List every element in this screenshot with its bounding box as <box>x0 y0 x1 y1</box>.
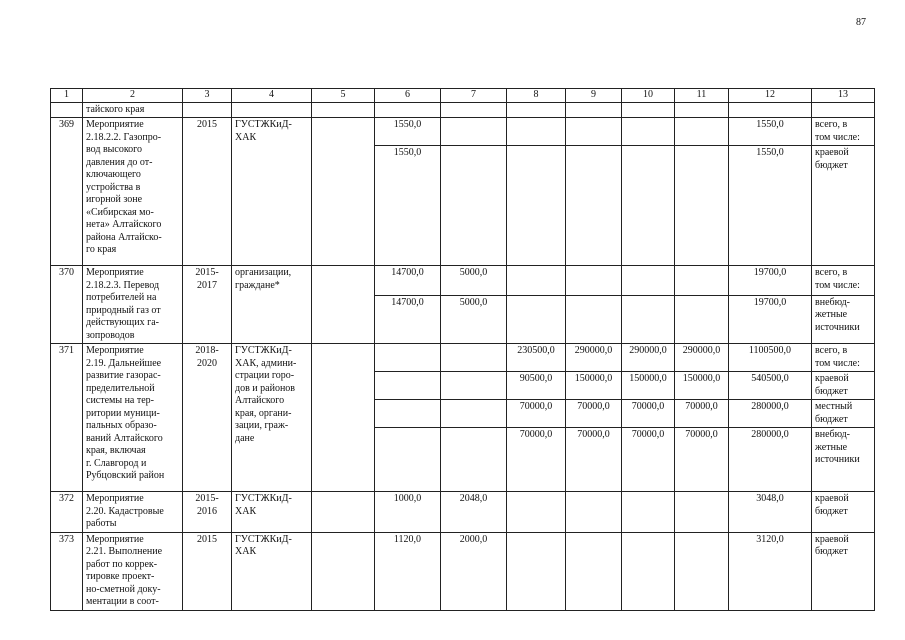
header-col-2: 2 <box>83 89 183 103</box>
value-c11 <box>675 118 729 146</box>
value-c9 <box>566 266 622 296</box>
funding-source: краевой бюджет <box>812 532 875 610</box>
header-col-9: 9 <box>566 89 622 103</box>
value-c12: 1100500,0 <box>729 344 812 372</box>
value-c7: 5000,0 <box>441 295 507 344</box>
value-c7: 5000,0 <box>441 266 507 296</box>
activity-name: Мероприятие 2.18.2.3. Перевод потребителей на природный газ от действующих га- зопроводов <box>83 266 183 344</box>
value-c11: 290000,0 <box>675 344 729 372</box>
row-number: 370 <box>51 266 83 344</box>
value-c6: 1120,0 <box>375 532 441 610</box>
value-c12: 280000,0 <box>729 400 812 428</box>
col-5-empty <box>312 118 375 266</box>
value-c8: 70000,0 <box>507 428 566 492</box>
value-c12: 3120,0 <box>729 532 812 610</box>
value-c7 <box>441 428 507 492</box>
funding-source: краевой бюджет <box>812 146 875 266</box>
value-c8 <box>507 146 566 266</box>
value-c9: 290000,0 <box>566 344 622 372</box>
funding-source: всего, в том числе: <box>812 344 875 372</box>
value-c11 <box>675 146 729 266</box>
value-c6: 14700,0 <box>375 266 441 296</box>
value-c9 <box>566 295 622 344</box>
funding-source: внебюд- жетные источники <box>812 295 875 344</box>
activity-name: Мероприятие 2.21. Выполнение работ по коррек- тировке проект- но-сметной доку- ментации в соот- <box>83 532 183 610</box>
value-c12: 1550,0 <box>729 118 812 146</box>
value-c6 <box>375 372 441 400</box>
col-5-empty <box>312 266 375 344</box>
col-5-empty <box>312 492 375 533</box>
value-c10 <box>622 146 675 266</box>
table-row <box>51 118 875 146</box>
activity-name: Мероприятие 2.19. Дальнейшее развитие газорас- пределительной системы на тер- ритории муници- пальных образо- ваний Алтайского края, включая г. Славгород и Рубцовский район <box>83 344 183 492</box>
value-c12: 19700,0 <box>729 295 812 344</box>
value-c8: 230500,0 <box>507 344 566 372</box>
header-col-3: 3 <box>183 89 232 103</box>
funding-source: краевой бюджет <box>812 372 875 400</box>
row-number: 372 <box>51 492 83 533</box>
value-c7 <box>441 118 507 146</box>
value-c12: 280000,0 <box>729 428 812 492</box>
value-c10 <box>622 266 675 296</box>
value-c11 <box>675 295 729 344</box>
years: 2015 <box>183 532 232 610</box>
executor: организации, граждане* <box>232 266 312 344</box>
header-col-4: 4 <box>232 89 312 103</box>
value-c10 <box>622 295 675 344</box>
activity-name: Мероприятие 2.18.2.2. Газопро- вод высокого давления до от- ключающего устройства в игорной зоне «Сибирская мо- нета» Алтайского района Алтайско- го края <box>83 118 183 266</box>
header-col-10: 10 <box>622 89 675 103</box>
funding-source: местный бюджет <box>812 400 875 428</box>
value-c6 <box>375 428 441 492</box>
value-c7 <box>441 400 507 428</box>
value-c8 <box>507 492 566 533</box>
table-row <box>51 344 875 372</box>
years: 2015- 2016 <box>183 492 232 533</box>
value-c9 <box>566 532 622 610</box>
value-c9: 70000,0 <box>566 400 622 428</box>
value-c9: 150000,0 <box>566 372 622 400</box>
header-col-7: 7 <box>441 89 507 103</box>
header-col-5: 5 <box>312 89 375 103</box>
value-c7 <box>441 344 507 372</box>
executor: ГУСТЖКиД- ХАК <box>232 532 312 610</box>
value-c8 <box>507 118 566 146</box>
value-c11 <box>675 266 729 296</box>
value-c6: 14700,0 <box>375 295 441 344</box>
executor: ГУСТЖКиД- ХАК <box>232 492 312 533</box>
funding-source: всего, в том числе: <box>812 118 875 146</box>
value-c6: 1550,0 <box>375 118 441 146</box>
table-row <box>51 532 875 610</box>
years: 2015 <box>183 118 232 266</box>
header-col-12: 12 <box>729 89 812 103</box>
executor: ГУСТЖКиД- ХАК <box>232 118 312 266</box>
value-c11 <box>675 532 729 610</box>
value-c9 <box>566 492 622 533</box>
funding-source: всего, в том числе: <box>812 266 875 296</box>
header-col-13: 13 <box>812 89 875 103</box>
header-col-6: 6 <box>375 89 441 103</box>
value-c8 <box>507 266 566 296</box>
value-c10 <box>622 492 675 533</box>
value-c6 <box>375 344 441 372</box>
value-c10: 70000,0 <box>622 428 675 492</box>
years: 2018- 2020 <box>183 344 232 492</box>
value-c12: 540500,0 <box>729 372 812 400</box>
row-number: 369 <box>51 118 83 266</box>
funding-source: краевой бюджет <box>812 492 875 533</box>
years: 2015- 2017 <box>183 266 232 344</box>
table-row <box>51 492 875 533</box>
value-c10: 290000,0 <box>622 344 675 372</box>
header-col-11: 11 <box>675 89 729 103</box>
table-row <box>51 266 875 296</box>
row-number: 373 <box>51 532 83 610</box>
program-table <box>50 88 875 611</box>
value-c7 <box>441 372 507 400</box>
value-c11: 70000,0 <box>675 428 729 492</box>
value-c8 <box>507 295 566 344</box>
continuation-text: тайского края <box>83 102 183 118</box>
value-c7 <box>441 146 507 266</box>
value-c9: 70000,0 <box>566 428 622 492</box>
value-c8 <box>507 532 566 610</box>
funding-source: внебюд- жетные источники <box>812 428 875 492</box>
cell-no <box>51 102 83 118</box>
value-c8: 70000,0 <box>507 400 566 428</box>
value-c9 <box>566 146 622 266</box>
value-c12: 3048,0 <box>729 492 812 533</box>
header-col-8: 8 <box>507 89 566 103</box>
value-c6: 1000,0 <box>375 492 441 533</box>
header-row <box>51 89 875 103</box>
continuation-row <box>51 102 875 118</box>
header-col-1: 1 <box>51 89 83 103</box>
value-c10: 70000,0 <box>622 400 675 428</box>
value-c12: 19700,0 <box>729 266 812 296</box>
page-number: 87 <box>856 17 866 28</box>
value-c12: 1550,0 <box>729 146 812 266</box>
value-c10: 150000,0 <box>622 372 675 400</box>
value-c11: 150000,0 <box>675 372 729 400</box>
activity-name: Мероприятие 2.20. Кадастровые работы <box>83 492 183 533</box>
executor: ГУСТЖКиД- ХАК, админи- страции горо- дов и районов Алтайского края, органи- зации, граж- дане <box>232 344 312 492</box>
col-5-empty <box>312 344 375 492</box>
value-c6 <box>375 400 441 428</box>
value-c9 <box>566 118 622 146</box>
col-5-empty <box>312 532 375 610</box>
row-number: 371 <box>51 344 83 492</box>
value-c10 <box>622 532 675 610</box>
value-c6: 1550,0 <box>375 146 441 266</box>
value-c8: 90500,0 <box>507 372 566 400</box>
value-c11: 70000,0 <box>675 400 729 428</box>
value-c7: 2000,0 <box>441 532 507 610</box>
value-c11 <box>675 492 729 533</box>
value-c7: 2048,0 <box>441 492 507 533</box>
value-c10 <box>622 118 675 146</box>
